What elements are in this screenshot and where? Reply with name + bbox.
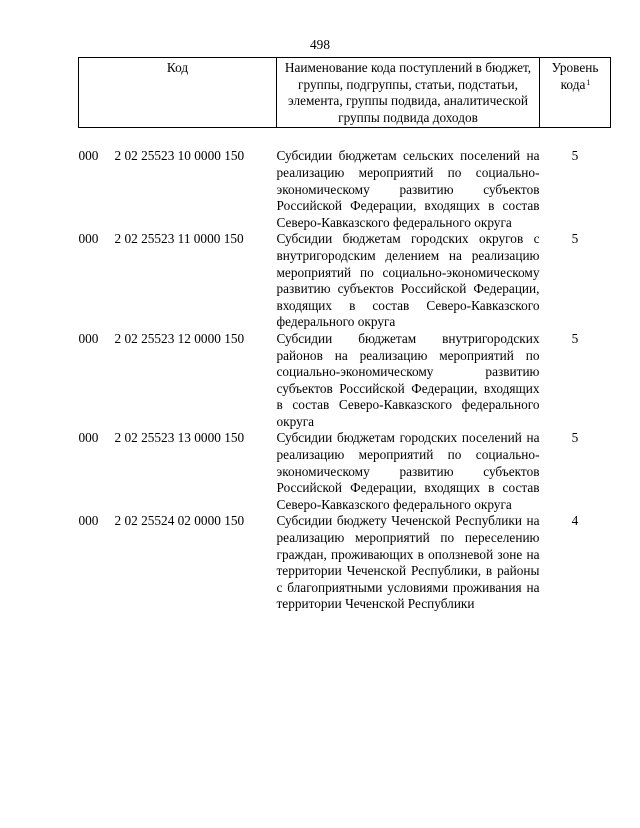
- table-header: [79, 58, 611, 128]
- name-cell: Субсидии бюджетам сельских поселений на реализацию мероприятий по социально-экономическому развитию субъектов Российской Федерации, входящих в состав Северо-Кавказского федерального округа: [276, 148, 540, 230]
- name-cell: Субсидии бюджетам внутригородских районов на реализацию мероприятий по социально-экономическому развитию субъектов Российской Федерации, входящих в состав Северо-Кавказского федерального округа: [276, 330, 540, 429]
- admin-code: 000: [78, 330, 99, 346]
- revenue-code-table: [78, 57, 611, 613]
- code-cell: [79, 430, 277, 513]
- table-row: [79, 331, 611, 431]
- header-code-label: Код: [166, 60, 189, 75]
- admin-code: 000: [78, 231, 99, 247]
- table-row: [79, 148, 611, 231]
- admin-code: 000: [78, 430, 99, 446]
- code-cell: [79, 513, 277, 613]
- header-code: [79, 58, 277, 128]
- level-cell: 5: [571, 330, 579, 346]
- revenue-code: 2 02 25523 11 0000 150: [114, 231, 244, 247]
- code-cell: [79, 148, 277, 231]
- table-row: [79, 513, 611, 613]
- header-name: [277, 58, 540, 128]
- header-level: [540, 58, 611, 128]
- admin-code: 000: [78, 513, 99, 529]
- page-number: 498: [310, 37, 330, 52]
- revenue-code: 2 02 25524 02 0000 150: [114, 513, 245, 529]
- name-cell: Субсидии бюджетам городских округов с внутригородским делением на реализацию мероприятий по социально-экономическому развитию субъектов Российской Федерации, входящих в состав Северо-Кавказского федерального округа: [276, 231, 540, 330]
- name-cell: Субсидии бюджету Чеченской Республики на реализацию мероприятий по переселению граждан, проживающих в оползневой зоне на территории Чеченской Республики, в районы с благоприятными условиями проживания на территории Чеченской Республики: [276, 513, 540, 612]
- revenue-code: 2 02 25523 13 0000 150: [114, 430, 245, 446]
- table-row: [79, 231, 611, 331]
- revenue-code: 2 02 25523 12 0000 150: [114, 330, 245, 346]
- code-cell: [79, 331, 277, 431]
- name-cell: Субсидии бюджетам городских поселений на реализацию мероприятий по социально-экономическому развитию субъектов Российской Федерации, входящих в состав Северо-Кавказского федерального округа: [276, 430, 540, 512]
- level-cell: 5: [571, 148, 579, 164]
- table-row: [79, 430, 611, 513]
- level-cell: 5: [571, 430, 579, 446]
- revenue-code: 2 02 25523 10 0000 150: [114, 148, 245, 164]
- footnote-marker: 1: [586, 77, 591, 87]
- level-cell: 4: [571, 513, 579, 529]
- table-body: [79, 128, 611, 613]
- code-cell: [79, 231, 277, 331]
- level-cell: 5: [571, 231, 579, 247]
- header-level-label: Уровень кода: [551, 60, 599, 92]
- header-name-label: Наименование кода поступлений в бюджет, группы, подгруппы, статьи, подстатьи, элемента, группы подвида, аналитической группы подвида доходов: [284, 60, 532, 125]
- admin-code: 000: [78, 148, 99, 164]
